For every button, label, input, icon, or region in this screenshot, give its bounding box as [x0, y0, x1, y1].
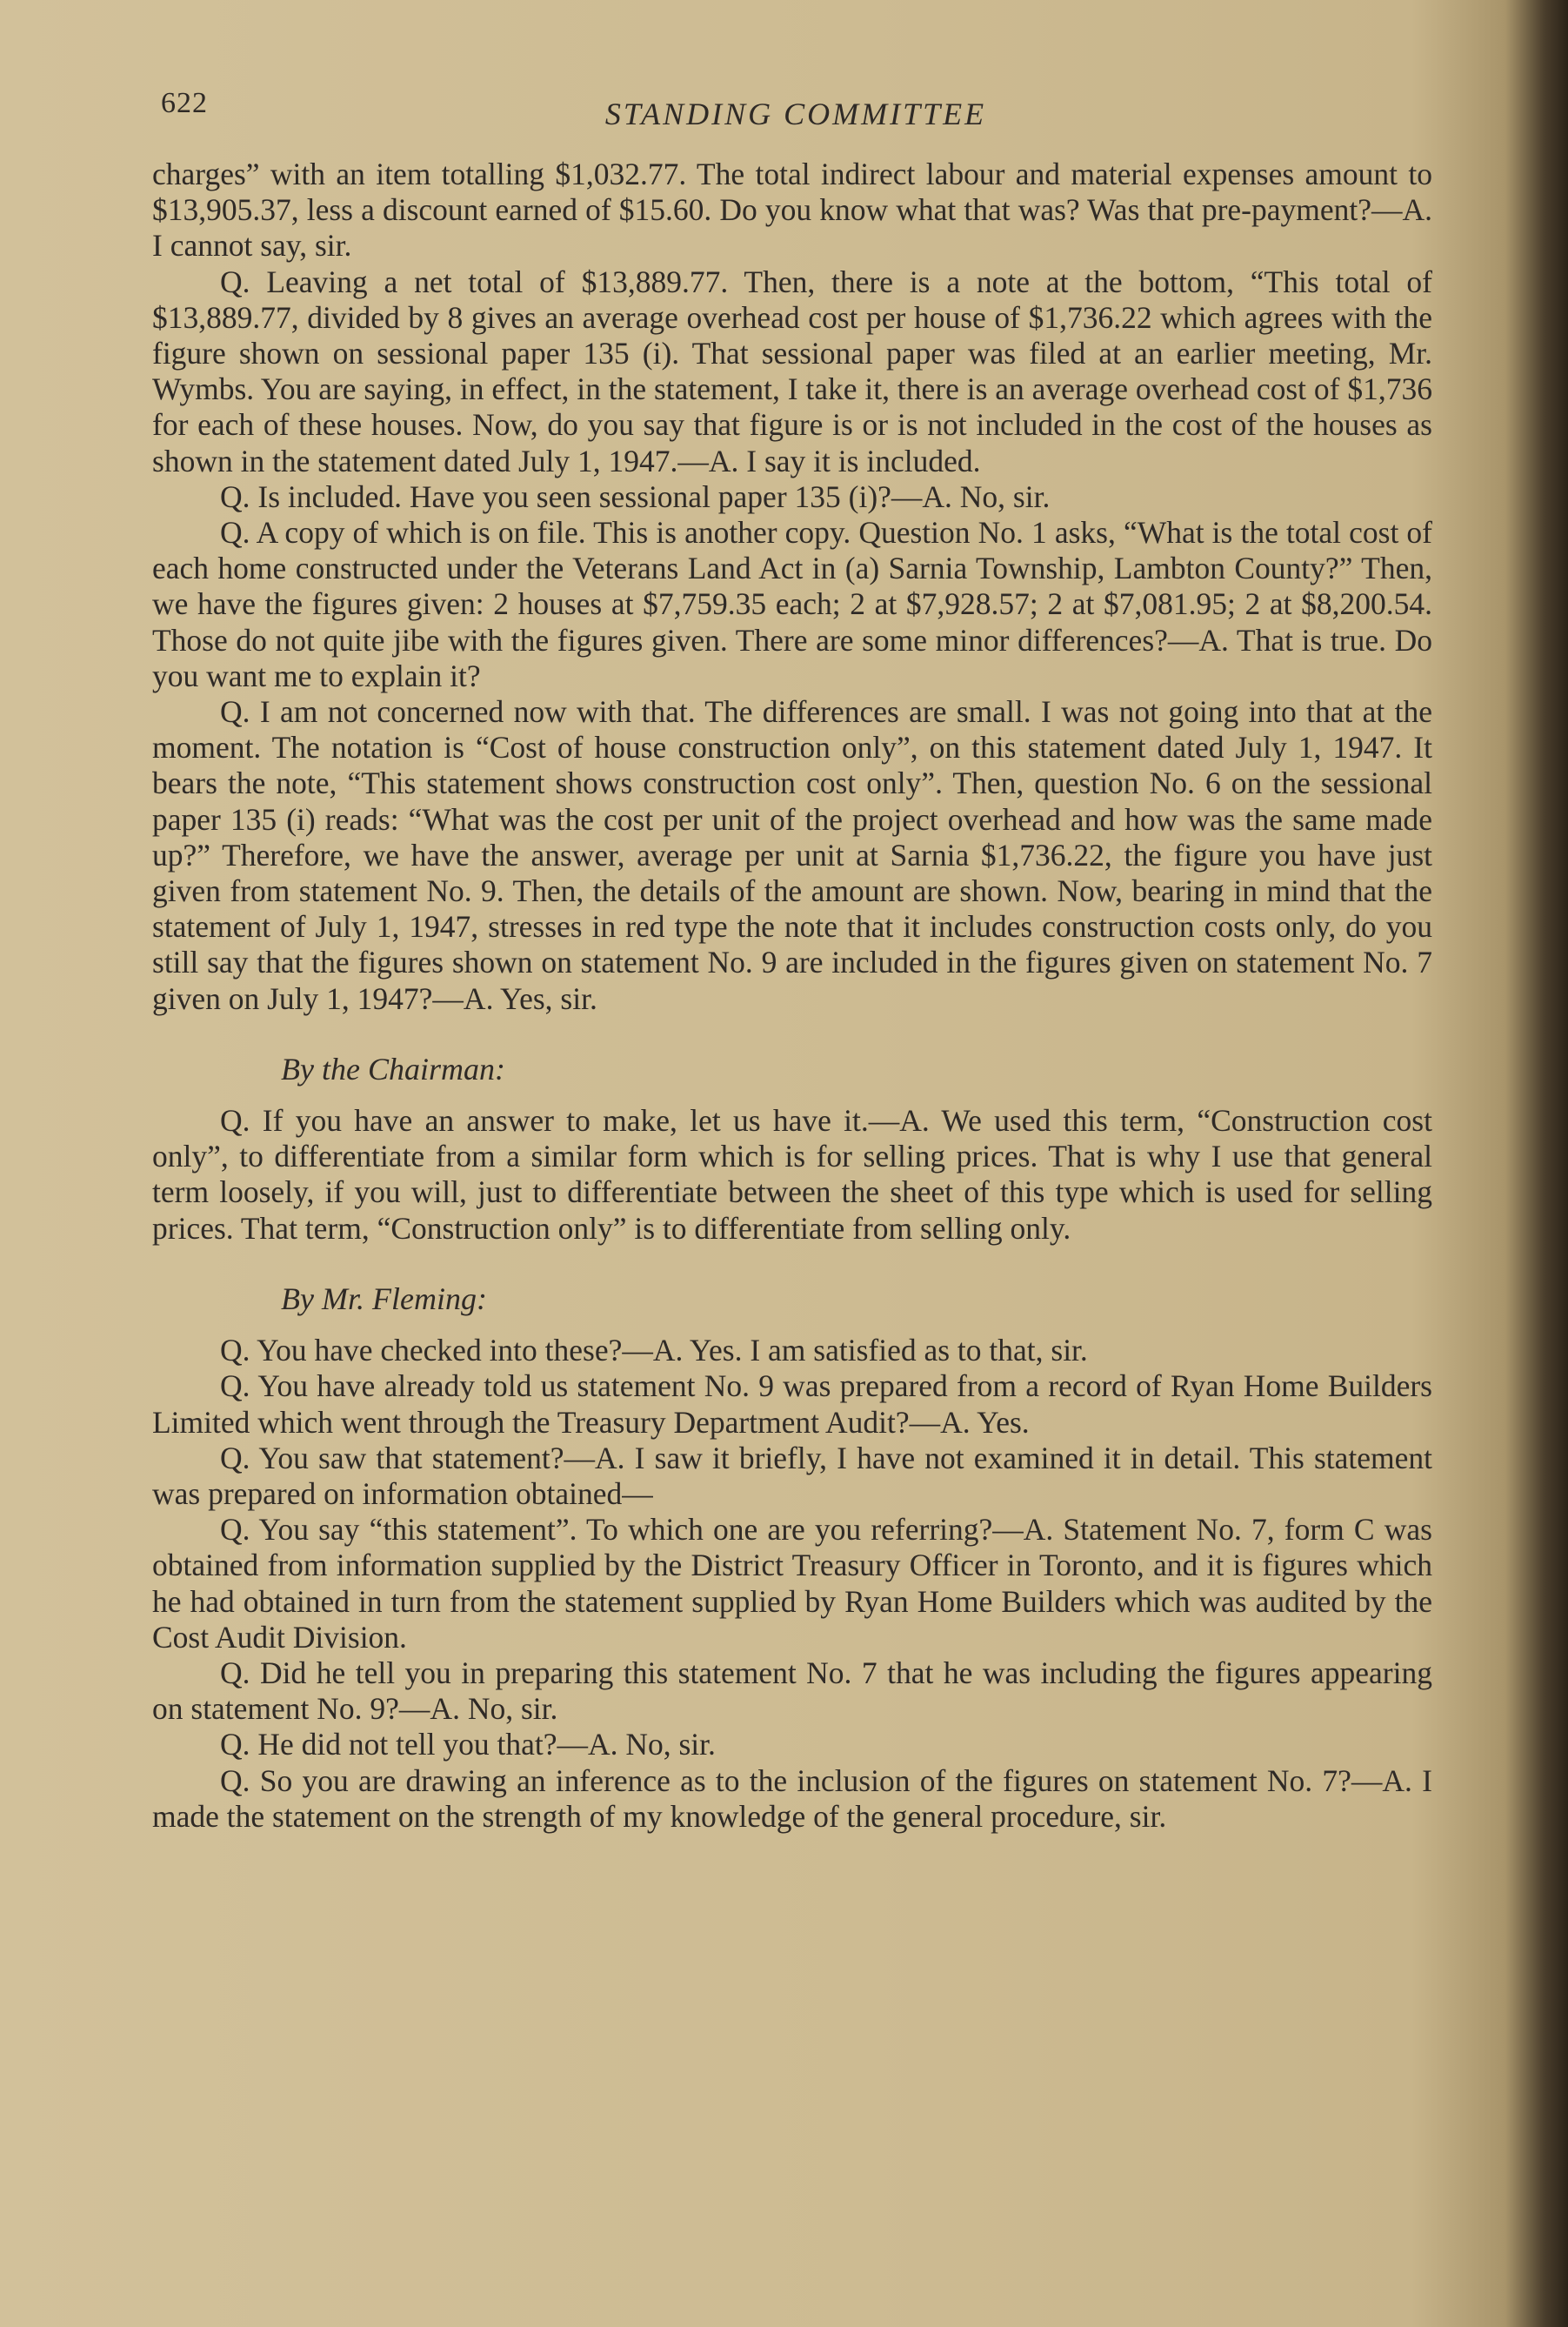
- running-head: STANDING COMMITTEE: [604, 97, 987, 131]
- paragraph: Q. You saw that statement?—A. I saw it briefly, I have not examined it in detail. This statement was prepared on information obtained—: [152, 1440, 1432, 1511]
- paragraph: Q. If you have an answer to make, let us have it.—A. We used this term, “Construction cost only”, to differentiate from a similar form which is for selling prices. That is why I use that general term loosely, if you will, just to differentiate between the sheet of this type which is used for selling prices. That term, “Construction only” is to differentiate from selling only.: [152, 1103, 1432, 1246]
- paragraph: Q. Is included. Have you seen sessional paper 135 (i)?—A. No, sir.: [220, 478, 1051, 514]
- paragraph: Q. Did he tell you in preparing this statement No. 7 that he was including the figures appearing on statement No. 9?—A. No, sir.: [152, 1655, 1432, 1727]
- page-number: 622: [161, 87, 208, 119]
- paragraph: Q. I am not concerned now with that. The differences are small. I was not going into that at the moment. The notation is “Cost of house construction only”, on this statement dated July 1, 1947. It bears the note, “This statement shows construction cost only”. Then, question No. 6 on the sessional paper 135 (i) reads: “What was the cost per unit of the project overhead and how was the same made up?” Therefore, we have the answer, average per unit at Sarnia $1,736.22, the figure you have just given from statement No. 9. Then, the details of the amount are shown. Now, bearing in mind that the statement of July 1, 1947, stresses in red type the note that it includes construction costs only, do you still say that the figures shown on statement No. 9 are included in the figures given on statement No. 7 given on July 1, 1947?—A. Yes, sir.: [152, 694, 1432, 1016]
- paragraph: Q. He did not tell you that?—A. No, sir.: [220, 1727, 716, 1762]
- speaker-heading: By the Chairman:: [281, 1051, 505, 1087]
- paragraph: Q. So you are drawing an inference as to the inclusion of the figures on statement No. 7?—A. I made the statement on the strength of my knowledge of the general procedure, sir.: [152, 1762, 1432, 1834]
- paragraph: Q. Leaving a net total of $13,889.77. Then, there is a note at the bottom, “This total of $13,889.77, divided by 8 gives an average overhead cost per house of $1,736.22 which agrees with the figure shown on sessional paper 135 (i). That sessional paper was filed at an earlier meeting, Mr. Wymbs. You are saying, in effect, in the statement, I take it, there is an average overhead cost of $1,736 for each of these houses. Now, do you say that figure is or is not included in the cost of the houses as shown in the statement dated July 1, 1947.—A. I say it is included.: [152, 264, 1432, 478]
- page-header: [161, 87, 1431, 139]
- speaker-heading: By Mr. Fleming:: [281, 1281, 487, 1316]
- paragraph: Q. A copy of which is on file. This is another copy. Question No. 1 asks, “What is the total cost of each home constructed under the Veterans Land Act in (a) Sarnia Township, Lambton County?” Then, we have the figures given: 2 houses at $7,759.35 each; 2 at $7,928.57; 2 at $7,081.95; 2 at $8,200.54. Those do not quite jibe with the figures given. There are some minor differences?—A. That is true. Do you want me to explain it?: [152, 515, 1432, 693]
- paragraph: Q. You have already told us statement No. 9 was prepared from a record of Ryan Home Builders Limited which went through the Treasury Department Audit?—A. Yes.: [152, 1368, 1432, 1440]
- paragraph: Q. You say “this statement”. To which one are you referring?—A. Statement No. 7, form C was obtained from information supplied by the District Treasury Officer in Toronto, and it is figures which he had obtained in turn from the statement supplied by Ryan Home Builders which was audited by the Cost Audit Division.: [152, 1512, 1432, 1655]
- page-body: [152, 157, 1432, 1835]
- paragraph: Q. You have checked into these?—A. Yes. I am satisfied as to that, sir.: [220, 1333, 1088, 1368]
- paragraph: charges” with an item totalling $1,032.77. The total indirect labour and material expenses amount to $13,905.37, less a discount earned of $15.60. Do you know what that was? Was that pre-payment?—A. I cannot say, sir.: [152, 157, 1432, 264]
